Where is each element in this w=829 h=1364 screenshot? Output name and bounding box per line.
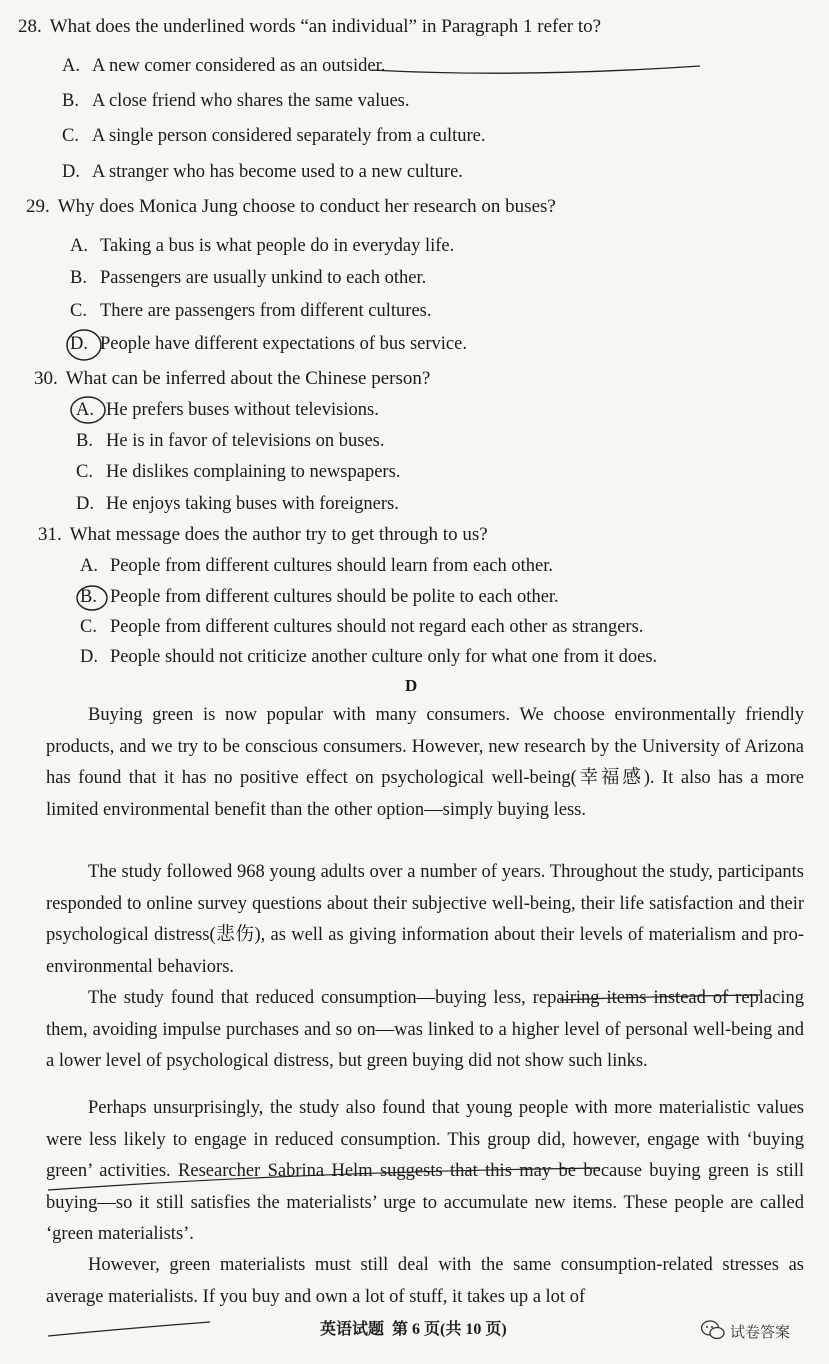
option-text: He enjoys taking buses with foreigners.	[106, 494, 399, 514]
passage-paragraph-2: The study followed 968 young adults over a number of years. Throughout the study, participants responded to online survey questions about their subjective well-being, their life satisfaction and their psychological distress(悲伤), as well as giving information about their levels of materialism and pro-environmental behaviors.	[46, 862, 804, 977]
option-letter: C.	[76, 462, 93, 482]
option-letter: C.	[62, 126, 79, 146]
page-footer	[320, 1316, 515, 1339]
question-29-option-b	[70, 268, 426, 289]
option-text: Passengers are usually unkind to each other.	[100, 268, 427, 288]
option-letter: C.	[80, 617, 97, 637]
question-text: What can be inferred about the Chinese person?	[65, 368, 431, 389]
option-letter: A.	[76, 400, 94, 420]
question-31-stem	[38, 524, 488, 546]
option-text: There are passengers from different cultures.	[100, 301, 432, 321]
option-text: He dislikes complaining to newspapers.	[106, 462, 401, 482]
passage-paragraph-3: The study found that reduced consumption—buying less, repairing items instead of replacing them, avoiding impulse purchases and so on—was linked to a higher level of personal well-being and a lower level of psychological distress, but green buying did not show such links.	[46, 988, 804, 1071]
question-29-option-a	[70, 236, 454, 257]
option-text: People from different cultures should not regard each other as strangers.	[110, 617, 644, 637]
option-text: People have different expectations of bus service.	[100, 334, 467, 354]
question-29-option-c	[70, 301, 431, 322]
section-label: D	[405, 676, 418, 695]
option-text: People from different cultures should be polite to each other.	[110, 587, 559, 607]
question-28-option-c	[62, 126, 486, 147]
question-28-option-d	[62, 162, 463, 183]
option-text: People from different cultures should learn from each other.	[110, 556, 553, 576]
option-text: A new comer considered as an outsider.	[92, 56, 386, 76]
question-number: 31.	[38, 524, 62, 545]
question-30-option-b	[76, 431, 385, 452]
question-number: 29.	[26, 196, 50, 217]
question-30-stem	[34, 368, 430, 390]
option-letter: C.	[70, 301, 87, 321]
passage-paragraph-4: Perhaps unsurprisingly, the study also found that young people with more materialistic values were less likely to engage in reduced consumption. This group did, however, engage with ‘buying green’ activities. Researcher Sabrina Helm suggests that this may be because buying green is still buying—so it still satisfies the materialists’ urge to accumulate new items. These people are called ‘green materialists’.	[46, 1098, 804, 1244]
passage-paragraph-5: However, green materialists must still deal with the same consumption-related stresses as average materialists. If you buy and own a lot of stuff, it takes up a lot of	[46, 1255, 804, 1307]
wechat-icon	[700, 1319, 726, 1341]
question-text: What does the underlined words “an individual” in Paragraph 1 refer to?	[49, 16, 602, 37]
option-text: People should not criticize another culture only for what one from it does.	[110, 647, 658, 667]
option-letter: D.	[70, 334, 88, 354]
question-28-option-a	[62, 56, 385, 77]
question-31-option-a	[80, 556, 553, 577]
question-text: Why does Monica Jung choose to conduct her research on buses?	[57, 196, 556, 217]
question-number: 30.	[34, 368, 58, 389]
pen-underline-28	[372, 66, 700, 73]
option-letter: A.	[80, 556, 98, 576]
option-text: A single person considered separately from a culture.	[92, 126, 486, 146]
question-28-option-b	[62, 91, 410, 112]
option-text: He is in favor of televisions on buses.	[106, 431, 385, 451]
question-29-option-d	[70, 334, 467, 355]
question-30-option-d	[76, 494, 399, 515]
question-31-option-d	[80, 647, 657, 668]
question-31-option-c	[80, 617, 643, 638]
footer-page-number: 第 6 页(共 10 页)	[392, 1321, 507, 1338]
option-text: Taking a bus is what people do in everyday life.	[100, 236, 455, 256]
question-text: What message does the author try to get through to us?	[69, 524, 488, 545]
question-31-option-b	[80, 587, 559, 608]
question-29-stem	[26, 196, 556, 218]
option-letter: B.	[70, 268, 87, 288]
option-letter: A.	[62, 56, 80, 76]
option-letter: B.	[76, 431, 93, 451]
question-number: 28.	[18, 16, 42, 37]
option-text: A stranger who has become used to a new culture.	[92, 162, 463, 182]
option-text: A close friend who shares the same values.	[92, 91, 410, 111]
option-letter: A.	[70, 236, 88, 256]
question-30-option-c	[76, 462, 400, 483]
question-28-stem	[18, 16, 601, 38]
option-letter: D.	[80, 647, 98, 667]
passage-paragraph-1: Buying green is now popular with many consumers. We choose environmentally friendly products, and we try to be conscious consumers. However, new research by the University of Arizona has found that it has no positive effect on psychological well-being(幸福感). It also has a more limited environmental benefit than the other option—simply buying less.	[46, 705, 804, 820]
footer-subject: 英语试题	[320, 1321, 385, 1338]
option-text: He prefers buses without televisions.	[106, 400, 379, 420]
pen-underline-passage-3	[48, 1322, 210, 1336]
option-letter: B.	[62, 91, 79, 111]
question-30-option-a	[76, 400, 379, 421]
option-letter: D.	[76, 494, 94, 514]
watermark-channel-name: 试卷答案	[730, 1323, 791, 1341]
option-letter: B.	[80, 587, 97, 607]
option-letter: D.	[62, 162, 80, 182]
